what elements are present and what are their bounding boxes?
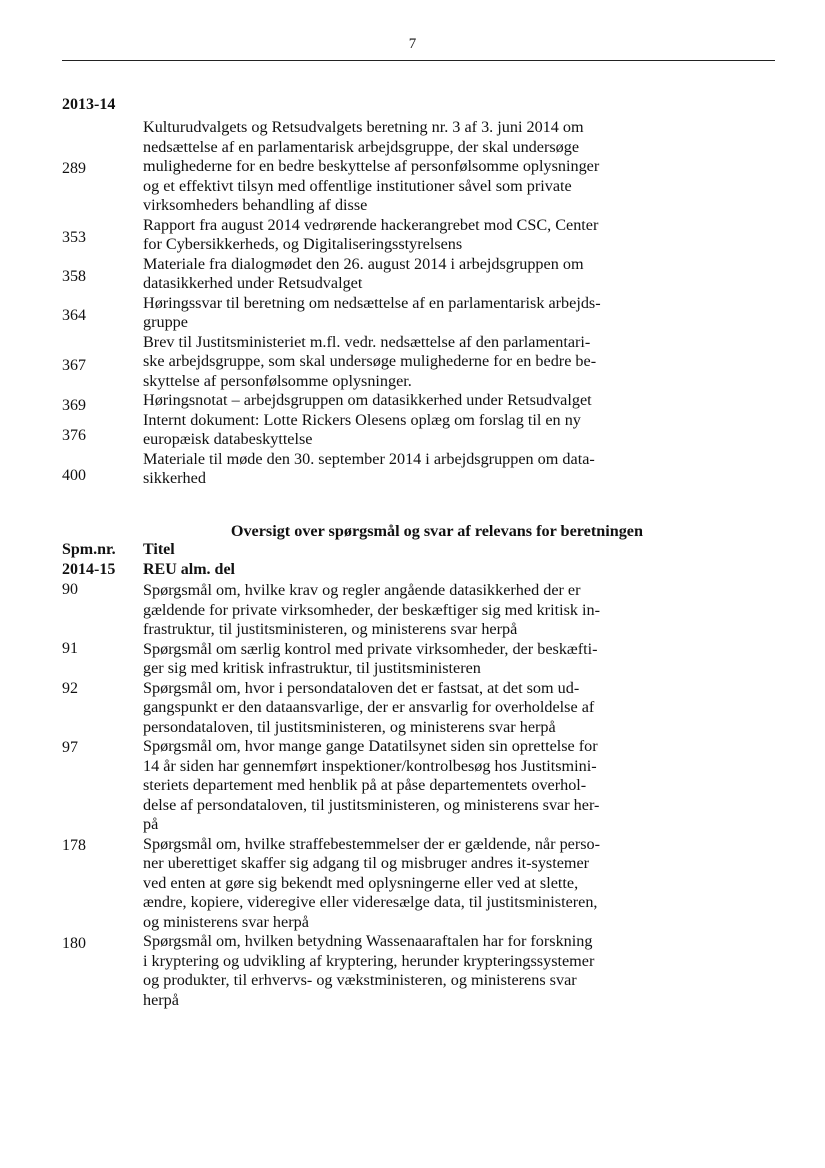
list-item-line: og ministerens svar herpå	[143, 912, 309, 931]
list-item-line: mulighederne for en bedre beskyttelse af personfølsomme oplysninger	[143, 157, 600, 175]
question-number: 91	[62, 640, 78, 657]
list-item-line: gældende for private virksomheder, der beskæftiger sig med kritisk in-	[143, 600, 600, 619]
entry-number: 369	[62, 397, 86, 414]
page-number: 7	[408, 36, 417, 52]
list-item-line: Kulturudvalgets og Retsudvalgets beretning nr. 3 af 3. juni 2014 om	[143, 118, 584, 136]
question-number: 178	[62, 837, 86, 854]
session-label-2013-14: 2013-14	[62, 96, 116, 113]
list-item-line: skyttelse af personfølsomme oplysninger.	[143, 371, 412, 390]
list-item-line: ske arbejdsgruppe, som skal undersøge mulighederne for en bedre be-	[143, 352, 597, 370]
list-item-line: og produkter, til erhvervs- og vækstministeren, og ministerens svar	[143, 971, 577, 989]
list-item-line: Høringsnotat – arbejdsgruppen om datasikkerhed under Retsudvalget	[143, 391, 592, 409]
list-item-line: ved enten at gøre sig bekendt med oplysningerne eller ved at slette,	[143, 873, 579, 892]
list-item-line: for Cybersikkerheds, og Digitaliseringsstyrelsens	[143, 235, 463, 253]
list-item-line: delse af persondataloven, til justitsministeren, og ministerens svar her-	[143, 795, 600, 814]
column-header-number: Spm.nr.	[62, 541, 116, 558]
entry-number: 376	[62, 427, 86, 444]
list-item-line: persondataloven, til justitsministeren, og ministerens svar herpå	[143, 717, 556, 736]
list-item-line: datasikkerhed under Retsudvalget	[143, 274, 363, 292]
question-number: 92	[62, 680, 78, 697]
section-heading: Oversigt over spørgsmål og svar af relevans for beretningen	[230, 522, 643, 540]
list-item-line: frastruktur, til justitsministeren, og ministerens svar herpå	[143, 620, 518, 638]
list-item-line: på	[143, 815, 159, 833]
question-list	[143, 581, 643, 1010]
question-number: 90	[62, 581, 78, 598]
list-item-line: ger sig med kritisk infrastruktur, til justitsministeren	[143, 659, 481, 677]
list-item-line: Høringssvar til beretning om nedsættelse af en parlamentarisk arbejds-	[143, 293, 601, 312]
list-item-line: Spørgsmål om, hvilke krav og regler angående datasikkerhed der er	[143, 581, 581, 599]
list-item-line: gangspunkt er den dataansvarlige, der er ansvarlig for overholdelse af	[143, 698, 595, 716]
entry-number: 353	[62, 229, 86, 246]
list-item-line: gruppe	[143, 313, 188, 331]
entry-number: 367	[62, 357, 86, 374]
committee-label: REU alm. del	[143, 561, 235, 578]
entry-number: 364	[62, 307, 86, 324]
question-number: 97	[62, 739, 78, 756]
list-item-line: virksomheders behandling af disse	[143, 196, 368, 214]
entry-number: 358	[62, 268, 86, 285]
list-item-line: ændre, kopiere, videregive eller videresælge data, til justitsministeren,	[143, 893, 598, 911]
list-item-line: Spørgsmål om, hvilken betydning Wassenaaraftalen har for forskning	[143, 932, 593, 950]
list-item-line: Spørgsmål om, hvor i persondataloven det er fastsat, at det som ud-	[143, 678, 580, 697]
list-item-line: ner uberettiget skaffer sig adgang til og misbruger andres it-systemer	[143, 854, 590, 872]
list-item-line: Materiale fra dialogmødet den 26. august 2014 i arbejdsgruppen om	[143, 254, 584, 273]
list-item-line: Spørgsmål om, hvilke straffebestemmelser der er gældende, når perso-	[143, 834, 601, 853]
entry-number: 400	[62, 467, 86, 484]
header-rule	[62, 60, 775, 61]
question-number: 180	[62, 935, 86, 952]
session-label-2014-15: 2014-15	[62, 561, 116, 578]
list-item-line: og et effektivt tilsyn med offentlige institutioner såvel som private	[143, 176, 572, 195]
list-item-line: Spørgsmål om, hvor mange gange Datatilsynet siden sin oprettelse for	[143, 737, 598, 755]
list-item-line: europæisk databeskyttelse	[143, 430, 313, 448]
list-item-line: Internt dokument: Lotte Rickers Olesens oplæg om forslag til en ny	[143, 410, 581, 429]
list-item-line: Materiale til møde den 30. september 2014 i arbejdsgruppen om data-	[143, 449, 595, 468]
list-item-line: steriets departement med henblik på at påse departementets overhol-	[143, 776, 587, 794]
list-item-line: Rapport fra august 2014 vedrørende hackerangrebet mod CSC, Center	[143, 215, 599, 234]
list-item-line: sikkerhed	[143, 469, 206, 487]
list-item-line: 14 år siden har gennemført inspektioner/kontrolbesøg hos Justitsmini-	[143, 756, 597, 775]
list-item-line: nedsættelse af en parlamentarisk arbejdsgruppe, der skal undersøge	[143, 137, 580, 156]
list-item-line: Brev til Justitsministeriet m.fl. vedr. nedsættelse af den parlamentari-	[143, 332, 591, 351]
list-item-line: herpå	[143, 990, 179, 1009]
column-header-title: Titel	[143, 541, 175, 558]
list-item-line: Spørgsmål om særlig kontrol med private virksomheder, der beskæfti-	[143, 639, 598, 658]
entry-number: 289	[62, 160, 86, 177]
list-item-line: i kryptering og udvikling af kryptering, herunder krypteringssystemer	[143, 951, 595, 970]
document-list	[143, 118, 643, 489]
